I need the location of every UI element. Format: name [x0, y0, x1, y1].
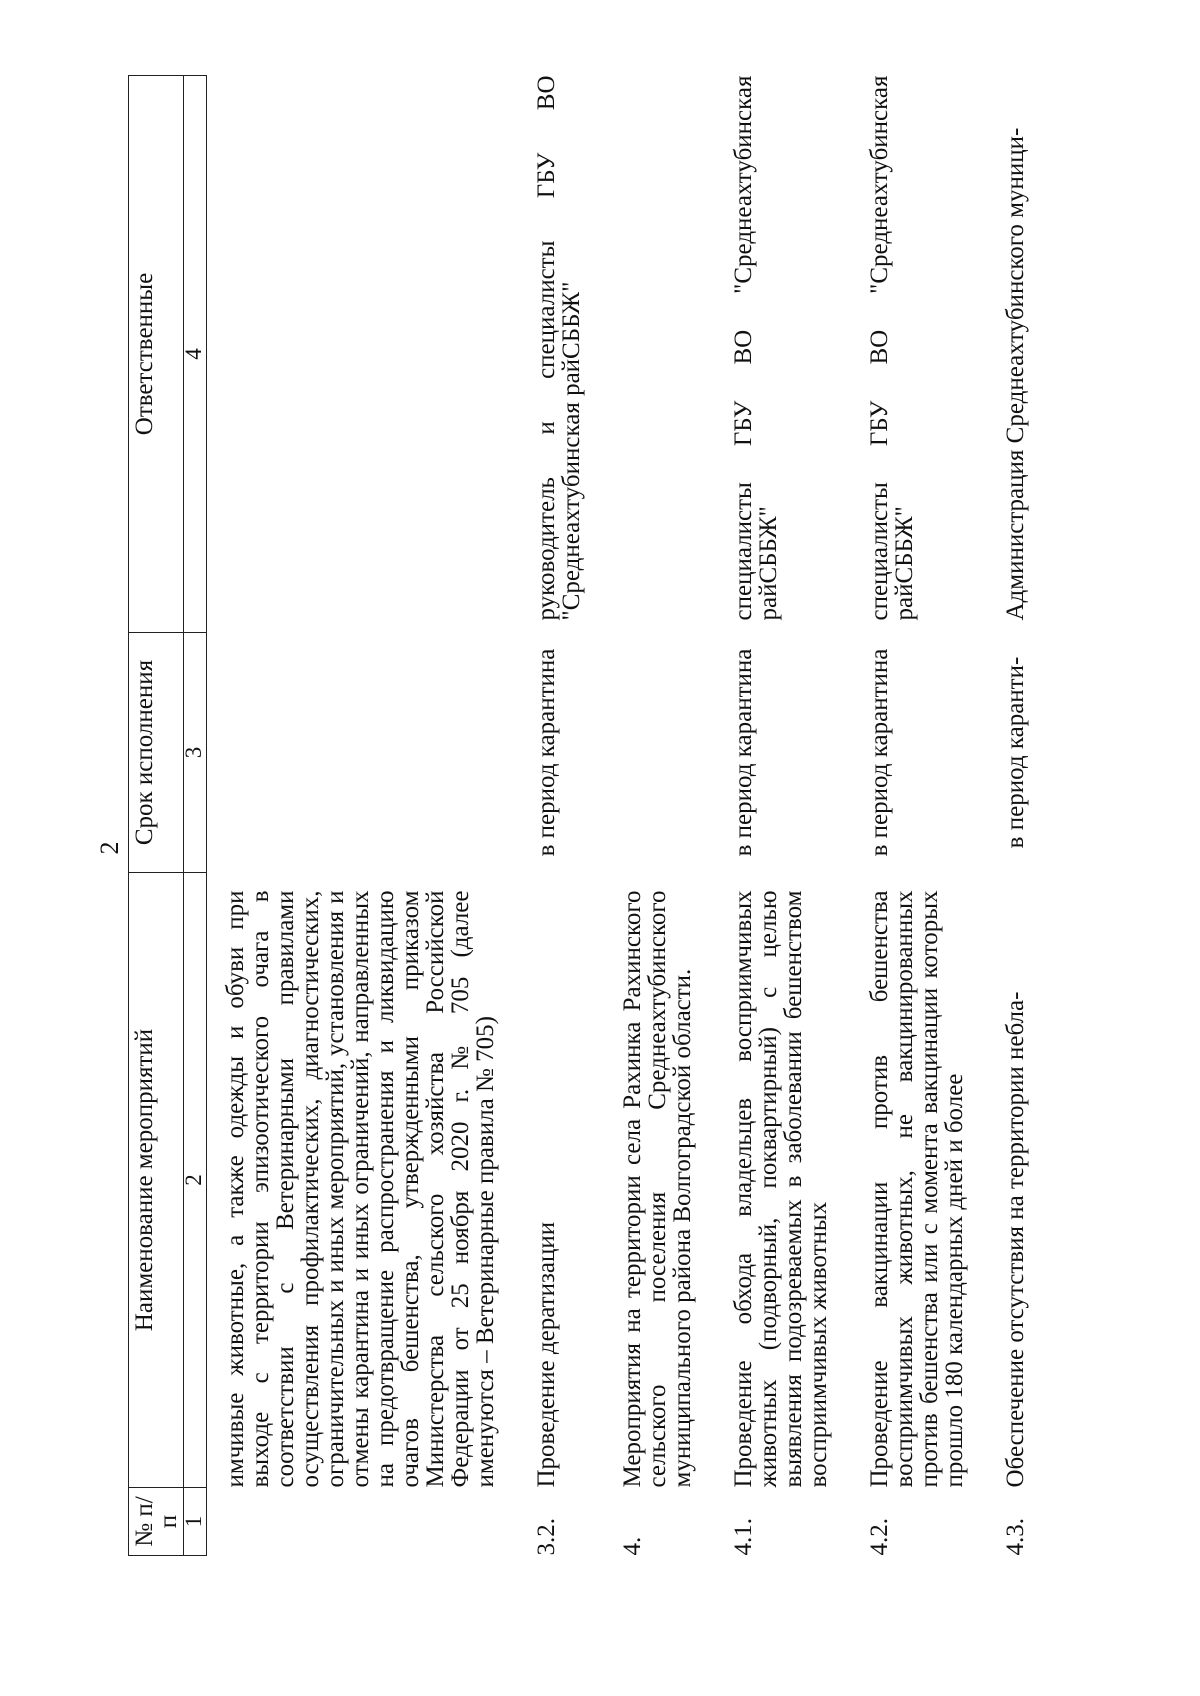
column-number: 4	[184, 76, 207, 633]
table-header-row	[129, 76, 184, 1556]
row-responsible: специалисты ГБУ ВО "Среднеахтубинская райСББЖ"	[730, 75, 782, 621]
column-number-row	[184, 76, 207, 1556]
header-num: № п/п	[129, 1488, 184, 1556]
row-number	[207, 1488, 517, 1556]
table-row	[713, 76, 849, 1556]
row-term: в период каранти-	[1002, 656, 1029, 849]
header-term: Срок исполнения	[129, 633, 184, 873]
row-responsible: Администрация Среднеахтубинского муници-	[1002, 127, 1029, 621]
row-measure: Обеспечение отсутствия на территории небла-	[1002, 991, 1029, 1488]
column-number: 1	[184, 1488, 207, 1556]
table-row	[985, 76, 1046, 1556]
table-row	[602, 76, 713, 1556]
row-number: 4.	[619, 1536, 646, 1556]
column-number: 3	[184, 633, 207, 873]
row-number: 3.2.	[533, 1518, 560, 1556]
row-number: 4.3.	[1002, 1518, 1029, 1556]
row-measure: Проведение обхода владельцев восприимчивых животных (подворный, поквартирный) с целью выявления подозреваемых в заболевании бешенством восприимчивых животных	[730, 890, 832, 1488]
row-responsible	[207, 76, 517, 633]
row-number: 4.2.	[866, 1518, 893, 1556]
row-term: в период карантина	[866, 648, 893, 857]
row-term	[207, 633, 517, 873]
header-resp: Ответственные	[129, 76, 184, 633]
row-responsible	[602, 76, 713, 633]
row-responsible: специалисты ГБУ ВО "Среднеахтубинская райСББЖ"	[866, 75, 918, 621]
row-number: 4.1.	[730, 1518, 757, 1556]
table-row	[207, 76, 517, 1556]
row-term	[602, 633, 713, 873]
row-measure: Проведение дератизации	[533, 1221, 560, 1488]
page-number: 2	[95, 841, 124, 855]
measures-table	[128, 75, 1046, 1556]
row-measure: Проведение вакцинации против бешенства восприимчивых животных, не вакцинированных против бешенства или с момента вакцинации которых прошло 180 календарных дней и более	[866, 890, 968, 1488]
header-name: Наименование мероприятий	[129, 873, 184, 1488]
column-number: 2	[184, 873, 207, 1488]
row-measure: имчивые животные, а также одежды и обуви при выходе с территории эпизоотического очага в соответствии с Ветеринарными правилами осуществления профилактических, диагностических, ограничительных и иных мероприятий, установления и отмены карантина и иных ограничений, направленных на предотвращение распространения и ликвидацию очагов бешенства, утвержденными приказом Министерства сельского хозяйства Российской Федерации от 25 ноября 2020 г. № 705 (далее именуются – Ветеринарные правила № 705)	[222, 890, 499, 1488]
table-row	[849, 76, 985, 1556]
row-responsible: руководитель и специалисты ГБУ ВО "Среднеахтубинская райСББЖ"	[533, 75, 585, 621]
row-measure: Мероприятия на территории села Рахинка Рахинского сельского поселения Среднеахтубинского муниципального района Волгоградской области.	[619, 890, 696, 1488]
row-term: в период карантина	[730, 648, 757, 857]
table-row	[516, 76, 602, 1556]
row-term: в период карантина	[533, 648, 560, 857]
